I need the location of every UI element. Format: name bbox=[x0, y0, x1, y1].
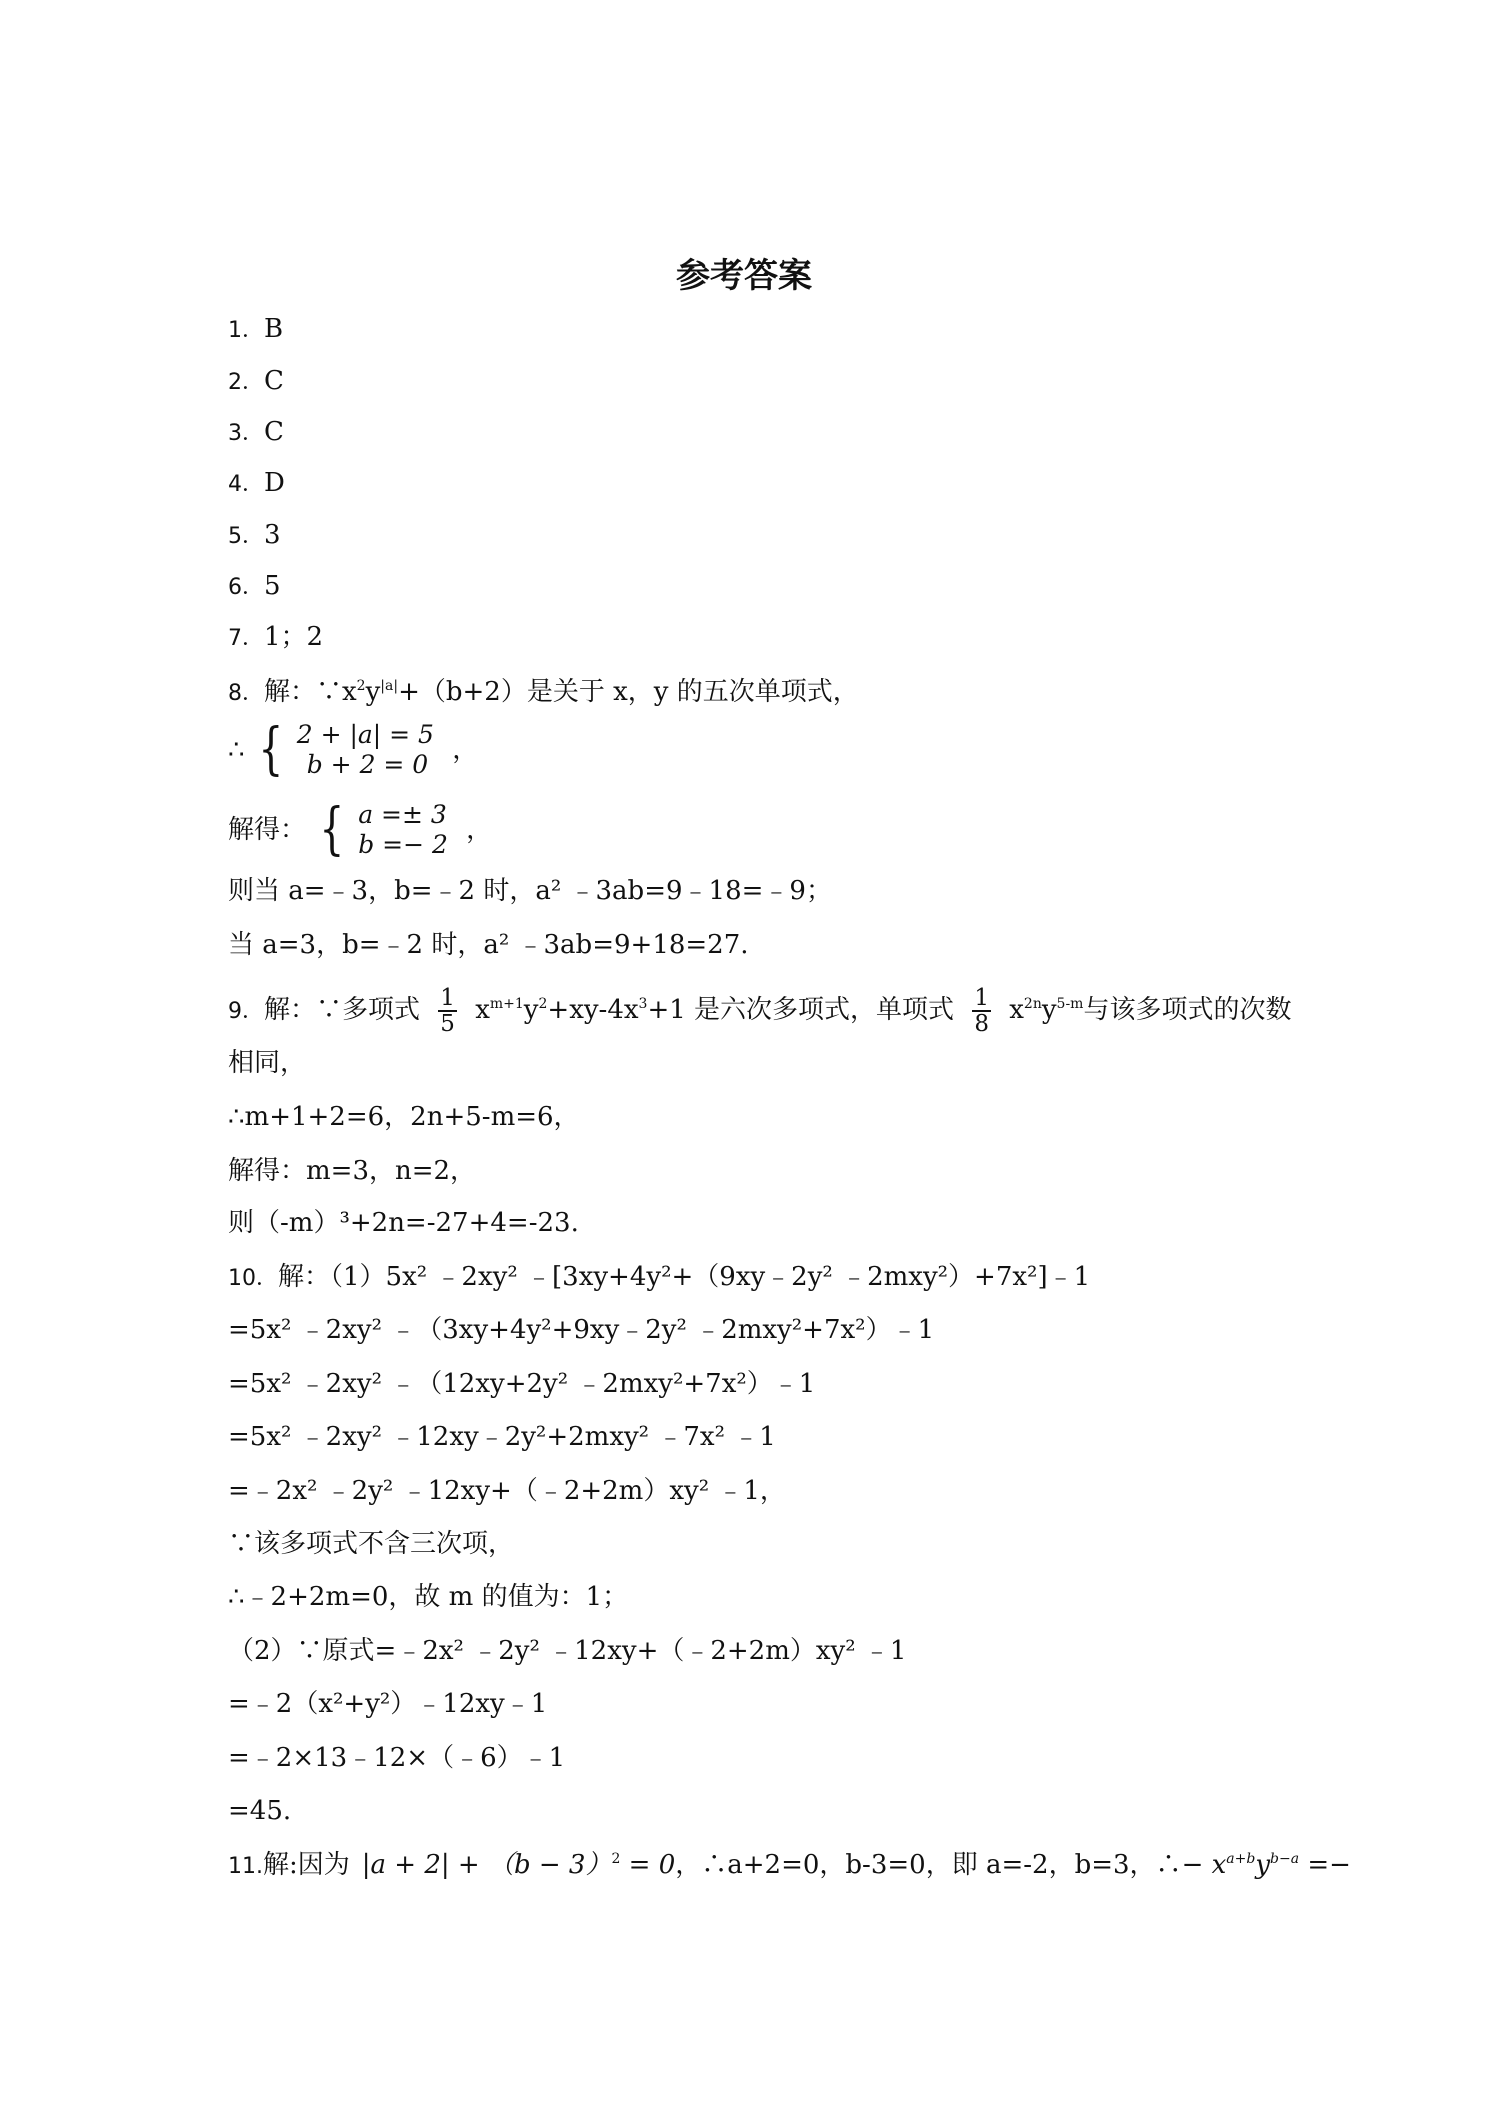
q8-line-1: 8．解：$\because x^2y^{|a|}+(b+2)$是关于 x，y 的五次单项式， bbox=[228, 677, 859, 707]
q10-line-10: =﹣2×13﹣12×（﹣6）﹣1 bbox=[228, 1743, 566, 1773]
answer-1: 1．B bbox=[228, 314, 284, 344]
q9-line-2: 相同， bbox=[228, 1048, 307, 1078]
q10-line-7: ∴﹣2+2m=0，故 m 的值为：1； bbox=[228, 1582, 629, 1612]
solution-system: a =± 3 b =− 2 bbox=[358, 800, 448, 859]
answer-3: 3．C bbox=[228, 417, 284, 447]
q10-line-9: =﹣2（x²+y²）﹣12xy﹣1 bbox=[228, 1689, 548, 1719]
answer-7: 7．1；2 bbox=[228, 622, 324, 652]
q8-system-2: 解得： { a =± 3 b =− 2 ， bbox=[228, 797, 493, 862]
q9-line-5: 则（-m）³+2n=-27+4=-23. bbox=[228, 1208, 579, 1238]
equation-system: 2 + |a| = 5 b + 2 = 0 bbox=[296, 720, 434, 779]
answer-2: 2．C bbox=[228, 366, 284, 396]
left-brace: { bbox=[319, 797, 345, 862]
q10-line-4: =5x² ﹣2xy² ﹣12xy﹣2y²+2mxy² ﹣7x² ﹣1 bbox=[228, 1422, 776, 1452]
fraction-one-fifth: $\frac{1}{5}$ bbox=[440, 985, 455, 1037]
page-title: 参考答案 bbox=[676, 256, 812, 296]
q10-line-11: =45. bbox=[228, 1796, 292, 1826]
q9-line-3: ∴m+1+2=6，2n+5-m=6， bbox=[228, 1102, 580, 1132]
fraction-one-eighth: $\frac{1}{8}$ bbox=[974, 985, 989, 1037]
q10-line-8: （2）∵原式=﹣2x² ﹣2y² ﹣12xy+（﹣2+2m）xy² ﹣1 bbox=[228, 1636, 907, 1666]
q10-line-3: =5x² ﹣2xy² ﹣（12xy+2y² ﹣2mxy²+7x²）﹣1 bbox=[228, 1369, 816, 1399]
answer-5: 5．3 bbox=[228, 520, 281, 550]
q11-line-1: 11.解:因为 $|a + 2| + (b - 3)^2 = 0$，∴a+2=0，b-3=0，即 a=-2，b=3，∴− $x^{a+b}y^{b-a}$ =− bbox=[228, 1850, 1351, 1880]
q10-line-2: =5x² ﹣2xy² ﹣（3xy+4y²+9xy﹣2y² ﹣2mxy²+7x²）﹣1 bbox=[228, 1315, 935, 1345]
left-brace: { bbox=[258, 717, 284, 782]
q10-line-1: 10．解：（1）5x² ﹣2xy² ﹣[3xy+4y²+（9xy﹣2y² ﹣2mxy²）+7x²]﹣1 bbox=[228, 1262, 1091, 1292]
q10-line-5: =﹣2x² ﹣2y² ﹣12xy+（﹣2+2m）xy² ﹣1， bbox=[228, 1476, 786, 1506]
answer-6: 6．5 bbox=[228, 571, 281, 601]
answer-4: 4．D bbox=[228, 468, 285, 498]
q8-line-4: 则当 a=﹣3，b=﹣2 时，a² ﹣3ab=9﹣18=﹣9； bbox=[228, 876, 832, 906]
q9-line-4: 解得：m=3，n=2， bbox=[228, 1156, 477, 1186]
q9-line-1: 9．解：∵多项式 $\frac{1}{5}$ $x^{m+1}y^2+xy-4x^3+1$ 是六次多项式，单项式 $\frac{1}{8}$ $x^{2n}y^{5-m}$与该多项式的次数 bbox=[228, 985, 1292, 1037]
q10-line-6: ∵该多项式不含三次项， bbox=[228, 1529, 515, 1559]
q8-line-5: 当 a=3，b=﹣2 时，a² ﹣3ab=9+18=27. bbox=[228, 930, 749, 960]
q8-system-1: ∴ { 2 + |a| = 5 b + 2 = 0 ， bbox=[228, 717, 479, 782]
